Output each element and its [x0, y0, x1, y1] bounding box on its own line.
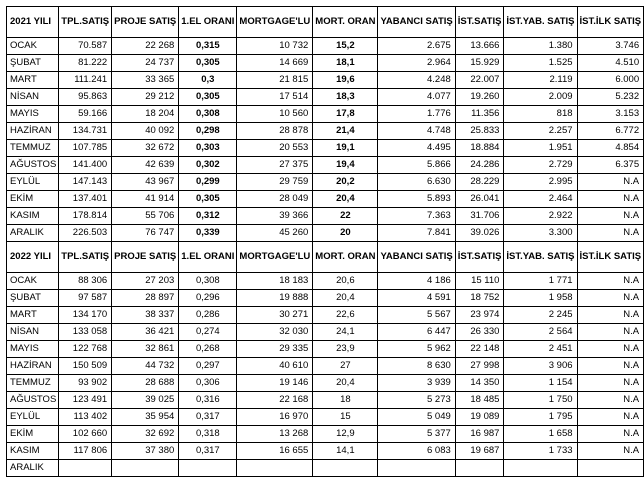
value-cell: 21,4	[313, 123, 378, 140]
value-cell: 13.666	[455, 38, 504, 55]
value-cell: 19 146	[237, 375, 313, 392]
value-cell: 1 154	[504, 375, 577, 392]
value-cell: 18,1	[313, 55, 378, 72]
year-2022-header-cell: MORT. ORAN	[313, 242, 378, 273]
value-cell: 19.260	[455, 89, 504, 106]
value-cell: 45 260	[237, 225, 313, 242]
value-cell: N.A	[577, 375, 644, 392]
year-2021-header-cell: İST.SATIŞ	[455, 7, 504, 38]
value-cell: 0,3	[179, 72, 237, 89]
month-cell: ŞUBAT	[7, 290, 59, 307]
month-cell: MART	[7, 307, 59, 324]
year-2022-header-cell: 1.EL ORANI	[179, 242, 237, 273]
month-cell: NİSAN	[7, 89, 59, 106]
value-cell: 147.143	[59, 174, 112, 191]
value-cell: 0,268	[179, 341, 237, 358]
value-cell: 31.706	[455, 208, 504, 225]
value-cell: 133 058	[59, 324, 112, 341]
value-cell: 43 967	[112, 174, 179, 191]
year-2022-header-cell: İST.YAB. SATIŞ	[504, 242, 577, 273]
value-cell	[455, 460, 504, 477]
value-cell: 4.495	[378, 140, 455, 157]
value-cell: N.A	[577, 191, 644, 208]
value-cell: 26 330	[455, 324, 504, 341]
value-cell: 28 049	[237, 191, 313, 208]
value-cell: 20,6	[313, 273, 378, 290]
value-cell: 29 759	[237, 174, 313, 191]
value-cell: 18 183	[237, 273, 313, 290]
year-2022-table-row	[7, 324, 644, 341]
value-cell: 6 083	[378, 443, 455, 460]
value-cell: N.A	[577, 174, 644, 191]
value-cell: 20,4	[313, 290, 378, 307]
value-cell: 32 672	[112, 140, 179, 157]
value-cell: 23 974	[455, 307, 504, 324]
value-cell: 32 030	[237, 324, 313, 341]
value-cell: 1 795	[504, 409, 577, 426]
year-2021-table-row	[7, 157, 644, 174]
value-cell: 29 335	[237, 341, 313, 358]
value-cell: 4.854	[577, 140, 644, 157]
value-cell: 4 186	[378, 273, 455, 290]
value-cell: 39.026	[455, 225, 504, 242]
value-cell: N.A	[577, 409, 644, 426]
value-cell: 88 306	[59, 273, 112, 290]
year-2021-table-row	[7, 191, 644, 208]
value-cell: 0,305	[179, 89, 237, 106]
value-cell: 28.229	[455, 174, 504, 191]
year-2022-table-row	[7, 426, 644, 443]
value-cell: 0,297	[179, 358, 237, 375]
month-cell: EYLÜL	[7, 409, 59, 426]
year-2021-header-cell: İST.İLK SATIŞ	[577, 7, 644, 38]
value-cell: 10 732	[237, 38, 313, 55]
value-cell: 4.248	[378, 72, 455, 89]
value-cell: 95.863	[59, 89, 112, 106]
value-cell: 20,4	[313, 191, 378, 208]
value-cell: 41 914	[112, 191, 179, 208]
value-cell: 76 747	[112, 225, 179, 242]
value-cell: 20 553	[237, 140, 313, 157]
month-cell: HAZİRAN	[7, 123, 59, 140]
value-cell	[378, 460, 455, 477]
month-cell: ARALIK	[7, 225, 59, 242]
value-cell: N.A	[577, 307, 644, 324]
month-cell: AĞUSTOS	[7, 157, 59, 174]
year-2022-header-row	[7, 242, 644, 273]
value-cell: 5.893	[378, 191, 455, 208]
value-cell: 10 560	[237, 106, 313, 123]
value-cell: 12,9	[313, 426, 378, 443]
value-cell: 2.922	[504, 208, 577, 225]
value-cell: 0,318	[179, 426, 237, 443]
year-2021-table-row	[7, 123, 644, 140]
value-cell: 0,317	[179, 409, 237, 426]
value-cell: 178.814	[59, 208, 112, 225]
value-cell	[504, 460, 577, 477]
value-cell: 0,317	[179, 443, 237, 460]
year-2021-table-row	[7, 140, 644, 157]
month-cell: MAYIS	[7, 341, 59, 358]
value-cell: 27	[313, 358, 378, 375]
value-cell: 16 655	[237, 443, 313, 460]
value-cell: N.A	[577, 208, 644, 225]
year-2022-table-row	[7, 307, 644, 324]
value-cell: 137.401	[59, 191, 112, 208]
value-cell: 40 092	[112, 123, 179, 140]
value-cell: 134 170	[59, 307, 112, 324]
month-cell: TEMMUZ	[7, 375, 59, 392]
value-cell: N.A	[577, 273, 644, 290]
value-cell: 81.222	[59, 55, 112, 72]
value-cell: 36 421	[112, 324, 179, 341]
value-cell: 0,312	[179, 208, 237, 225]
month-cell: TEMMUZ	[7, 140, 59, 157]
value-cell: 39 025	[112, 392, 179, 409]
value-cell: 141.400	[59, 157, 112, 174]
value-cell: 3 939	[378, 375, 455, 392]
value-cell: 2.675	[378, 38, 455, 55]
value-cell: 24,1	[313, 324, 378, 341]
value-cell: 25.833	[455, 123, 504, 140]
stats-sheet	[6, 6, 644, 477]
value-cell: 23,9	[313, 341, 378, 358]
value-cell: 1.776	[378, 106, 455, 123]
value-cell: 29 212	[112, 89, 179, 106]
value-cell: 27 375	[237, 157, 313, 174]
value-cell: 6 447	[378, 324, 455, 341]
value-cell: 111.241	[59, 72, 112, 89]
value-cell: 33 365	[112, 72, 179, 89]
value-cell: 2 451	[504, 341, 577, 358]
year-2022-table-row	[7, 443, 644, 460]
year-2022-header-cell: TPL.SATIŞ	[59, 242, 112, 273]
value-cell: N.A	[577, 225, 644, 242]
year-2021-table-row	[7, 225, 644, 242]
value-cell: 6.772	[577, 123, 644, 140]
year-2022-header-cell: PROJE SATIŞ	[112, 242, 179, 273]
year-2022-table-row	[7, 273, 644, 290]
value-cell: 22 148	[455, 341, 504, 358]
value-cell: 42 639	[112, 157, 179, 174]
value-cell: N.A	[577, 358, 644, 375]
year-2021-header-row	[7, 7, 644, 38]
value-cell: 13 268	[237, 426, 313, 443]
value-cell: 0,308	[179, 106, 237, 123]
value-cell: N.A	[577, 324, 644, 341]
value-cell: 818	[504, 106, 577, 123]
year-2021-header-cell: İST.YAB. SATIŞ	[504, 7, 577, 38]
value-cell: 107.785	[59, 140, 112, 157]
year-2021-header-cell: 1.EL ORANI	[179, 7, 237, 38]
value-cell: 0,306	[179, 375, 237, 392]
value-cell: 22 268	[112, 38, 179, 55]
value-cell: 2.995	[504, 174, 577, 191]
value-cell: 55 706	[112, 208, 179, 225]
value-cell: 7.363	[378, 208, 455, 225]
month-cell: ARALIK	[7, 460, 59, 477]
value-cell: 1.951	[504, 140, 577, 157]
value-cell: 15,2	[313, 38, 378, 55]
year-2022-table-row	[7, 290, 644, 307]
value-cell: 6.000	[577, 72, 644, 89]
value-cell: 3.153	[577, 106, 644, 123]
year-2021-header-cell: MORTGAGE'LU	[237, 7, 313, 38]
value-cell: 2.009	[504, 89, 577, 106]
value-cell: 5 567	[378, 307, 455, 324]
value-cell: 28 878	[237, 123, 313, 140]
value-cell: 2 564	[504, 324, 577, 341]
value-cell: 122 768	[59, 341, 112, 358]
housing-sales-table	[6, 6, 644, 477]
value-cell: 24 737	[112, 55, 179, 72]
value-cell: 5.232	[577, 89, 644, 106]
value-cell: 1 658	[504, 426, 577, 443]
value-cell: 123 491	[59, 392, 112, 409]
value-cell: 2.964	[378, 55, 455, 72]
value-cell: 8 630	[378, 358, 455, 375]
year-2022-table-row	[7, 358, 644, 375]
value-cell: 1 750	[504, 392, 577, 409]
value-cell: 44 732	[112, 358, 179, 375]
value-cell: 4.077	[378, 89, 455, 106]
value-cell: 3.746	[577, 38, 644, 55]
value-cell: 19 687	[455, 443, 504, 460]
value-cell: 32 861	[112, 341, 179, 358]
value-cell: 28 897	[112, 290, 179, 307]
value-cell: 0,305	[179, 55, 237, 72]
month-cell: NİSAN	[7, 324, 59, 341]
value-cell: 40 610	[237, 358, 313, 375]
value-cell: 16 987	[455, 426, 504, 443]
value-cell: 0,302	[179, 157, 237, 174]
value-cell	[112, 460, 179, 477]
value-cell: 0,316	[179, 392, 237, 409]
value-cell: 22,6	[313, 307, 378, 324]
value-cell: 14 350	[455, 375, 504, 392]
value-cell: 37 380	[112, 443, 179, 460]
value-cell: 28 688	[112, 375, 179, 392]
year-2022-header-cell: MORTGAGE'LU	[237, 242, 313, 273]
value-cell: 0,298	[179, 123, 237, 140]
value-cell: 39 366	[237, 208, 313, 225]
value-cell: N.A	[577, 443, 644, 460]
value-cell: 0,274	[179, 324, 237, 341]
value-cell: 5 962	[378, 341, 455, 358]
value-cell: 18,3	[313, 89, 378, 106]
year-2022-table-row	[7, 375, 644, 392]
month-cell: EYLÜL	[7, 174, 59, 191]
value-cell: 5.866	[378, 157, 455, 174]
value-cell: 5 273	[378, 392, 455, 409]
value-cell: 21 815	[237, 72, 313, 89]
value-cell: 59.166	[59, 106, 112, 123]
value-cell: 20,2	[313, 174, 378, 191]
value-cell: N.A	[577, 341, 644, 358]
value-cell: 4.748	[378, 123, 455, 140]
month-cell: EKİM	[7, 191, 59, 208]
value-cell: 20	[313, 225, 378, 242]
value-cell: 26.041	[455, 191, 504, 208]
value-cell: 0,296	[179, 290, 237, 307]
month-cell: EKİM	[7, 426, 59, 443]
value-cell: 226.503	[59, 225, 112, 242]
value-cell: 18	[313, 392, 378, 409]
value-cell: 17 514	[237, 89, 313, 106]
value-cell: 18 752	[455, 290, 504, 307]
value-cell: 27 203	[112, 273, 179, 290]
year-2021-header-cell: YABANCI SATIŞ	[378, 7, 455, 38]
value-cell: 4.510	[577, 55, 644, 72]
value-cell: 38 337	[112, 307, 179, 324]
value-cell: 35 954	[112, 409, 179, 426]
value-cell: 22	[313, 208, 378, 225]
value-cell	[577, 460, 644, 477]
value-cell: 134.731	[59, 123, 112, 140]
value-cell	[179, 460, 237, 477]
year-2021-table-row	[7, 208, 644, 225]
value-cell: 17,8	[313, 106, 378, 123]
value-cell: 117 806	[59, 443, 112, 460]
value-cell: 18 204	[112, 106, 179, 123]
value-cell: 15.929	[455, 55, 504, 72]
year-2021-table-row	[7, 106, 644, 123]
value-cell: 1.525	[504, 55, 577, 72]
value-cell	[313, 460, 378, 477]
year-2022-table-row	[7, 409, 644, 426]
value-cell: 18 485	[455, 392, 504, 409]
value-cell: 2.729	[504, 157, 577, 174]
value-cell: 22 168	[237, 392, 313, 409]
value-cell: 6.375	[577, 157, 644, 174]
value-cell: 18.884	[455, 140, 504, 157]
value-cell: 5 049	[378, 409, 455, 426]
value-cell: 2 245	[504, 307, 577, 324]
year-2021-header-cell: 2021 YILI	[7, 7, 59, 38]
value-cell: 19,1	[313, 140, 378, 157]
value-cell: 6.630	[378, 174, 455, 191]
value-cell: 0,315	[179, 38, 237, 55]
value-cell: 150 509	[59, 358, 112, 375]
month-cell: AĞUSTOS	[7, 392, 59, 409]
value-cell: 102 660	[59, 426, 112, 443]
month-cell: HAZİRAN	[7, 358, 59, 375]
year-2022-header-cell: 2022 YILI	[7, 242, 59, 273]
month-cell: KASIM	[7, 208, 59, 225]
value-cell: 24.286	[455, 157, 504, 174]
year-2022-header-cell: YABANCI SATIŞ	[378, 242, 455, 273]
value-cell: 11.356	[455, 106, 504, 123]
value-cell: 0,303	[179, 140, 237, 157]
year-2022-table-row	[7, 341, 644, 358]
value-cell: 93 902	[59, 375, 112, 392]
value-cell: 7.841	[378, 225, 455, 242]
value-cell: 0,339	[179, 225, 237, 242]
value-cell: N.A	[577, 392, 644, 409]
value-cell: 1 733	[504, 443, 577, 460]
year-2022-table-row	[7, 392, 644, 409]
value-cell: 0,286	[179, 307, 237, 324]
value-cell: N.A	[577, 426, 644, 443]
value-cell: 19,4	[313, 157, 378, 174]
value-cell: 2.464	[504, 191, 577, 208]
value-cell: 19 089	[455, 409, 504, 426]
year-2021-header-cell: MORT. ORAN	[313, 7, 378, 38]
value-cell: 3 906	[504, 358, 577, 375]
year-2021-header-cell: PROJE SATIŞ	[112, 7, 179, 38]
value-cell: 4 591	[378, 290, 455, 307]
value-cell: 27 998	[455, 358, 504, 375]
month-cell: ŞUBAT	[7, 55, 59, 72]
month-cell: OCAK	[7, 38, 59, 55]
month-cell: MAYIS	[7, 106, 59, 123]
month-cell: KASIM	[7, 443, 59, 460]
year-2022-header-cell: İST.İLK SATIŞ	[577, 242, 644, 273]
value-cell	[237, 460, 313, 477]
value-cell: 2.257	[504, 123, 577, 140]
value-cell: 16 970	[237, 409, 313, 426]
value-cell: 1 771	[504, 273, 577, 290]
value-cell: 15 110	[455, 273, 504, 290]
year-2021-table-row	[7, 174, 644, 191]
value-cell: 5 377	[378, 426, 455, 443]
year-2021-header-cell: TPL.SATIŞ	[59, 7, 112, 38]
value-cell	[59, 460, 112, 477]
value-cell: 97 587	[59, 290, 112, 307]
value-cell: 14,1	[313, 443, 378, 460]
year-2021-table-row	[7, 38, 644, 55]
year-2022-table-row	[7, 460, 644, 477]
value-cell: 0,305	[179, 191, 237, 208]
value-cell: 14 669	[237, 55, 313, 72]
value-cell: 1 958	[504, 290, 577, 307]
year-2021-table-row	[7, 55, 644, 72]
year-2021-table-row	[7, 72, 644, 89]
value-cell: N.A	[577, 290, 644, 307]
value-cell: 19,6	[313, 72, 378, 89]
value-cell: 113 402	[59, 409, 112, 426]
value-cell: 0,308	[179, 273, 237, 290]
month-cell: OCAK	[7, 273, 59, 290]
value-cell: 32 692	[112, 426, 179, 443]
value-cell: 19 888	[237, 290, 313, 307]
value-cell: 1.380	[504, 38, 577, 55]
value-cell: 70.587	[59, 38, 112, 55]
value-cell: 3.300	[504, 225, 577, 242]
value-cell: 2.119	[504, 72, 577, 89]
value-cell: 22.007	[455, 72, 504, 89]
year-2021-table-row	[7, 89, 644, 106]
value-cell: 15	[313, 409, 378, 426]
value-cell: 20,4	[313, 375, 378, 392]
year-2022-header-cell: İST.SATIŞ	[455, 242, 504, 273]
value-cell: 30 271	[237, 307, 313, 324]
value-cell: 0,299	[179, 174, 237, 191]
month-cell: MART	[7, 72, 59, 89]
